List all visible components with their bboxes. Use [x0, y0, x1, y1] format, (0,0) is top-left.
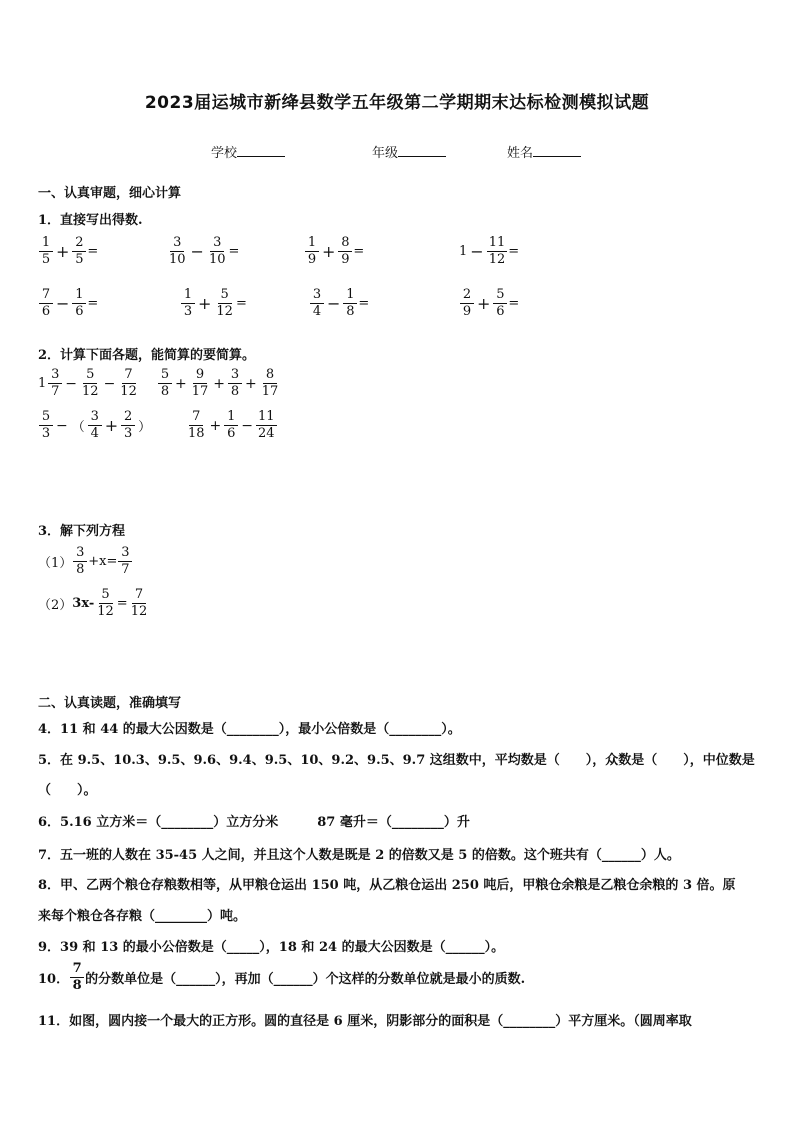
fraction: $\frac{3}{4}$: [310, 288, 324, 319]
fraction: $\frac{5}{12}$: [82, 367, 99, 399]
school-field[interactable]: [211, 142, 285, 161]
fraction: $\frac{5}{3}$: [39, 410, 53, 441]
fraction: $\frac{1}{6}$: [224, 410, 238, 441]
fraction: $\frac{3}{7}$: [118, 546, 132, 577]
school-label: 学校: [211, 146, 238, 161]
question-5-line-2: （ ）。: [38, 783, 97, 798]
fraction: $\frac{5}{6}$: [493, 288, 507, 319]
fraction: $\frac{1}{8}$: [343, 288, 357, 319]
fraction: $\frac{7}{8}$: [70, 962, 84, 993]
question-7: 7．五一班的人数在 35-45 人之间，并且这个人数是既是 2 的倍数又是 5 的倍数。这个班共有（______）人。: [38, 848, 680, 863]
question-9: 9．39 和 13 的最小公倍数是（_____），18 和 24 的最大公因数是（______）。: [38, 940, 505, 955]
section-1-heading: 一、认真审题，细心计算: [38, 186, 182, 201]
q1-expr-3: $\frac{1}{9}$ + $\frac{8}{9}$ =: [304, 236, 364, 267]
grade-blank[interactable]: [398, 144, 446, 157]
fraction: $\frac{7}{12}$: [120, 367, 137, 399]
question-11: 11．如图，圆内接一个最大的正方形。圆的直径是 6 厘米，阴影部分的面积是（________）平方厘米。（圆周率取: [38, 1014, 692, 1029]
fraction: $\frac{8}{17}$: [261, 367, 279, 399]
question-4: 4．11 和 44 的最大公因数是（________），最小公倍数是（________）。: [38, 722, 461, 737]
question-8-line-1: 8．甲、乙两个粮仓存粮数相等，从甲粮仓运出 150 吨，从乙粮仓运出 250 吨后，甲粮仓余粮是乙粮仓余粮的 3 倍。原: [38, 878, 736, 893]
name-blank[interactable]: [533, 144, 581, 157]
q1-expr-1: $\frac{1}{5}$ + $\frac{2}{5}$ =: [38, 236, 98, 267]
fraction: $\frac{3}{10}$: [208, 235, 226, 267]
q3-label: 3．解下列方程: [38, 524, 126, 539]
question-6: 6．5.16 立方米＝（________）立方分米 87 毫升＝（________）升: [38, 815, 470, 830]
fraction: $\frac{7}{12}$: [130, 587, 148, 619]
q2-expr-4: $\frac{7}{18}$ + $\frac{1}{6}$ − $\frac{11}{24}$: [188, 409, 275, 441]
question-8-line-2: 来每个粮仓各存粮（________）吨。: [38, 909, 247, 924]
fraction: $\frac{7}{18}$: [188, 409, 205, 441]
fraction: $\frac{1}{6}$: [72, 288, 86, 319]
fraction: $\frac{3}{10}$: [169, 235, 186, 267]
q2-expr-1: 1 $\frac{3}{7}$ − $\frac{5}{12}$ − $\frac{7}{12}$: [38, 367, 137, 399]
page-title: 2023届运城市新绛县数学五年级第二学期期末达标检测模拟试题: [144, 93, 650, 113]
fraction: $\frac{2}{9}$: [460, 288, 474, 319]
name-label: 姓名: [507, 146, 534, 161]
fraction: $\frac{8}{9}$: [338, 236, 352, 267]
question-5-line-1: 5．在 9.5、10.3、9.5、9.6、9.4、9.5、10、9.2、9.5、9.7 这组数中，平均数是（ ），众数是（ ），中位数是: [38, 753, 755, 768]
fraction: $\frac{2}{5}$: [72, 236, 86, 267]
q1-expr-4: 1 − $\frac{11}{12}$ =: [459, 235, 520, 267]
section-2-heading: 二、认真读题，准确填写: [38, 696, 182, 711]
fraction: $\frac{3}{4}$: [88, 410, 102, 441]
fraction: $\frac{2}{3}$: [121, 410, 135, 441]
fraction: $\frac{5}{8}$: [158, 368, 172, 399]
fraction: $\frac{1}{9}$: [305, 236, 319, 267]
q1-expr-5: $\frac{7}{6}$ − $\frac{1}{6}$ =: [38, 288, 98, 319]
fraction: $\frac{7}{6}$: [39, 288, 53, 319]
fraction: $\frac{1}{5}$: [39, 236, 53, 267]
q2-expr-2: $\frac{5}{8}$ + $\frac{9}{17}$ + $\frac{3}{8}$ + $\frac{8}{17}$: [157, 368, 281, 399]
fraction: $\frac{1}{3}$: [181, 288, 195, 319]
fraction: $\frac{3}{8}$: [228, 368, 242, 399]
fraction: $\frac{9}{17}$: [191, 367, 209, 399]
q1-expr-8: $\frac{2}{9}$ + $\frac{5}{6}$ =: [459, 288, 519, 319]
grade-field[interactable]: [372, 142, 446, 161]
q1-expr-6: $\frac{1}{3}$ + $\frac{5}{12}$ =: [180, 288, 247, 319]
fraction: $\frac{11}{24}$: [258, 409, 275, 441]
fraction: $\frac{11}{12}$: [488, 235, 506, 267]
q2-label: 2．计算下面各题，能简算的要简算。: [38, 348, 256, 363]
q3-equation-2: （2） 3x- $\frac{5}{12}$ = $\frac{7}{12}$: [38, 587, 148, 619]
q1-label: 1．直接写出得数.: [38, 213, 143, 228]
school-blank[interactable]: [237, 144, 285, 157]
name-field[interactable]: [507, 142, 581, 161]
q1-expr-2: $\frac{3}{10}$ − $\frac{3}{10}$ =: [169, 235, 240, 267]
fraction: $\frac{5}{12}$: [97, 587, 114, 619]
fraction: $\frac{3}{8}$: [73, 546, 87, 577]
question-10: 10． $\frac{7}{8}$ 的分数单位是（______），再加（______）个这样的分数单位就是最小的质数.: [38, 961, 526, 993]
q2-expr-3: $\frac{5}{3}$ − （ $\frac{3}{4}$ + $\frac{2}{3}$ ）: [38, 410, 153, 441]
fraction: $\frac{3}{7}$: [48, 368, 62, 399]
grade-label: 年级: [372, 146, 399, 161]
q3-equation-1: （1） $\frac{3}{8}$ +x= $\frac{3}{7}$: [38, 546, 133, 577]
q1-expr-7: $\frac{3}{4}$ − $\frac{1}{8}$ =: [309, 288, 369, 319]
fraction: $\frac{5}{12}$: [216, 287, 233, 319]
